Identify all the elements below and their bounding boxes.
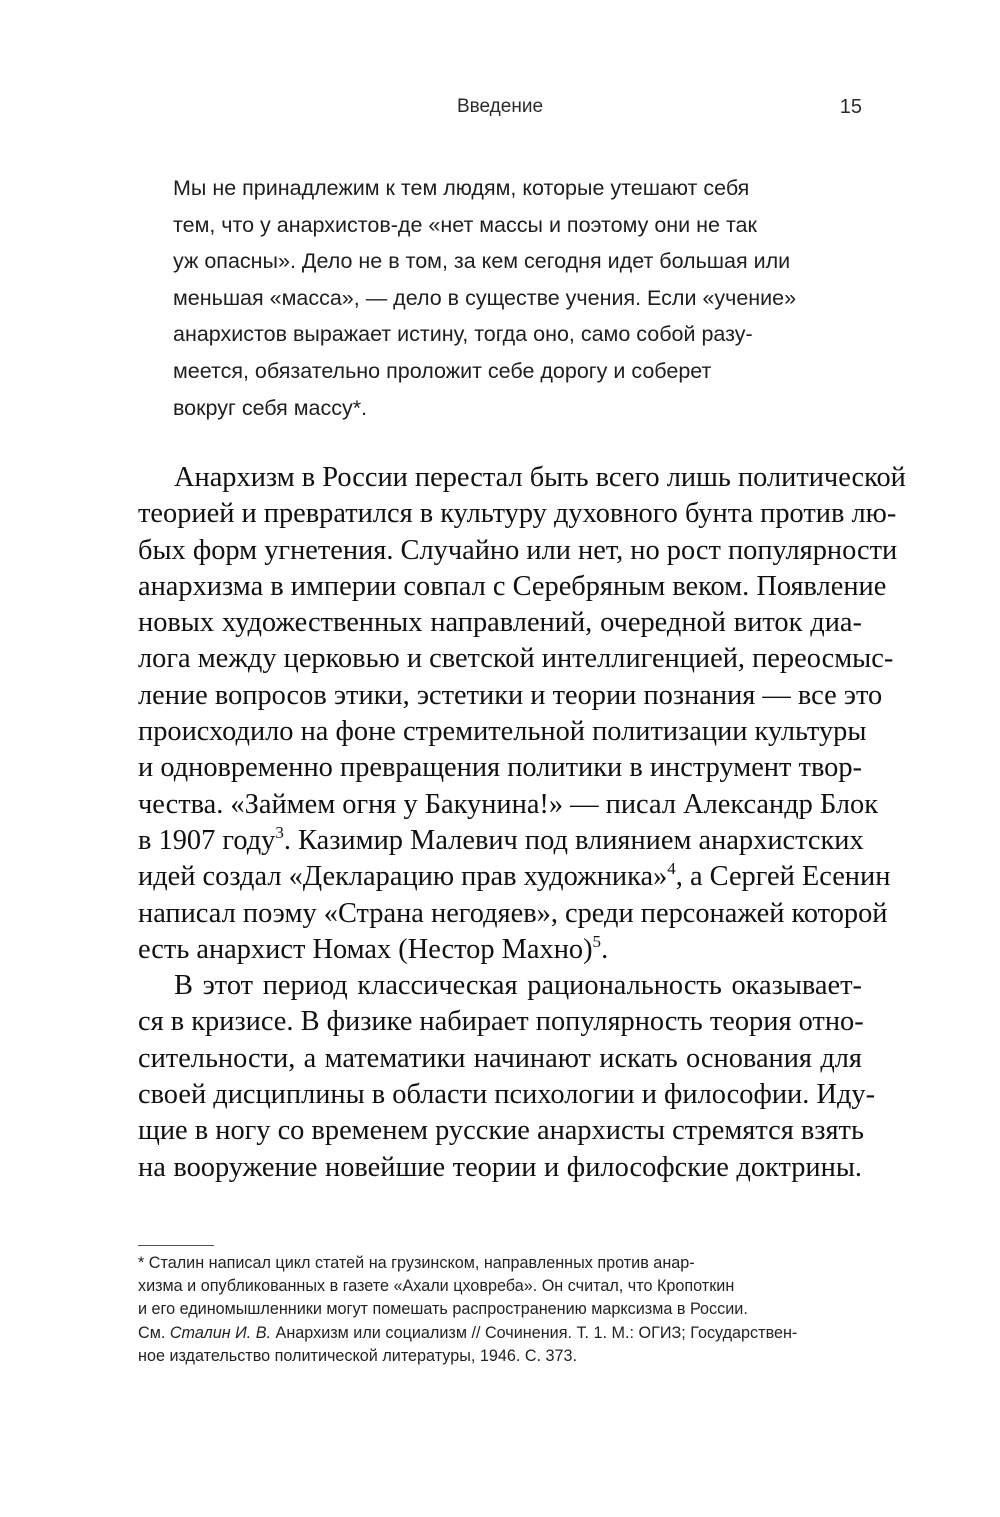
running-head [138,96,862,126]
footnote-line [138,1322,862,1345]
body-line: щие в ногу со временем русские анархисты стремятся взять [138,1115,864,1147]
body-text-run: . Казимир Малевич под влиянием анархистских [283,824,864,856]
body-text-run: есть анархист Номах (Нестор Махно) [138,933,593,965]
epigraph-quote [173,170,863,426]
epigraph-line: вокруг себя массу*. [173,395,368,420]
body-text-run: в 1907 году [138,824,276,856]
body-line: ление вопросов этики, эстетики и теории познания — все это [138,679,883,711]
page-number: 15 [839,96,862,118]
body-line: и одновременно превращения политики в инструмент твор- [138,752,862,784]
body-text-run: . [601,933,609,965]
body-line: сительности, а математики начинают искать основания для [138,1042,862,1074]
epigraph-line: Мы не принадлежим к тем людям, которые утешают себя [173,176,750,200]
epigraph-line: тем, что у анархистов-де «нет массы и поэтому они не так [173,212,757,237]
body-line: на вооружение новейшие теории и философские доктрины. [138,1151,862,1183]
footnote-author: Сталин И. В. [169,1323,272,1342]
body-line [138,932,862,968]
body-line: чества. «Займем огня у Бакунина!» — писал Александр Блок [138,788,879,820]
body-line: написал поэму «Страна негодяев», среди персонажей которой [138,897,888,929]
epigraph-line: меньшая «масса», — дело в существе учения. Если «учение» [173,285,797,310]
body-line [138,823,862,859]
body-line: ся в кризисе. В физике набирает популярность теория отно- [138,1006,864,1038]
body-line: теорией и превратился в культуру духовного бунта против лю- [138,498,897,530]
body-line: Анархизм в России перестал быть всего лишь политической [174,462,906,493]
footnote-line: ное издательство политической литературы, 1946. С. 373. [138,1346,578,1365]
body-text-run: , а Сергей Есенин [675,861,891,893]
footnote-line: * Сталин написал цикл статей на грузинском, направленных против анар- [138,1254,695,1272]
epigraph-line: меется, обязательно проложит себе дорогу и соберет [173,358,712,383]
section-title: Введение [456,96,544,117]
body-line: новых художественных направлений, очередной виток диа- [138,607,862,639]
footnote-text-run: Анархизм или социализм // Сочинения. Т. 1. М.: ОГИЗ; Государствен- [271,1323,798,1342]
body-line: своей дисциплины в области психологии и философии. Иду- [138,1079,876,1111]
epigraph-line: уж опасны». Дело не в том, за кем сегодня идет большая или [173,249,791,274]
body-text-run: идей создал «Декларацию прав художника» [138,861,668,893]
footnote [138,1252,862,1368]
endnote-ref-5[interactable]: 5 [592,931,602,951]
footnote-separator [138,1245,214,1246]
epigraph-line: анархистов выражает истину, тогда оно, само собой разу- [173,322,753,347]
body-line: лога между церковью и светской интеллигенцией, переосмыс- [138,643,894,675]
paragraph-1 [138,460,906,968]
endnote-ref-4[interactable]: 4 [667,858,676,878]
paragraph-2 [138,968,876,1186]
body-line: анархизма в империи совпал с Серебряным веком. Появление [138,570,887,602]
footnote-line: и его единомышленники могут помешать распространению марксизма в России. [138,1300,748,1319]
body-line: В этот период классическая рациональность оказывает- [174,970,862,1002]
footnote-text-run: См. [138,1323,170,1342]
footnote-line: хизма и опубликованных в газете «Ахали цховреба». Он считал, что Кропоткин [138,1277,735,1296]
body-line: бых форм угнетения. Случайно или нет, но рост популярности [138,534,898,566]
body-line [138,858,891,895]
main-text [138,460,906,1186]
endnote-ref-3[interactable]: 3 [275,822,284,842]
body-line: происходило на фоне стремительной политизации культуры [138,716,867,748]
